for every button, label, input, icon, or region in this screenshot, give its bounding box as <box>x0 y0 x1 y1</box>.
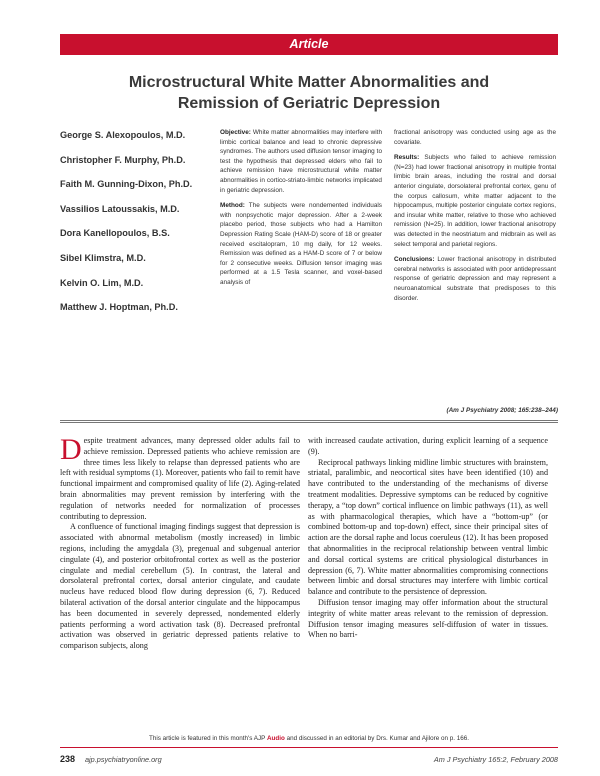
method-text: The subjects were nondemented individuals with nonpsychotic major depression. After a 2-week placebo period, those subjects who had a Hamilton Depression Rating Scale (HAM-D) score of 18 or greater received escitalopram, 10 mg daily, for 12 weeks. Remission was defined as a HAM-D score of 7 or below for 2 consecutive weeks. Diffusion tensor imaging was performed at a 1.5 Tesla scanner, and voxel-based analysis of <box>220 202 382 286</box>
footer-divider <box>60 747 558 748</box>
page-number: 238 <box>60 754 76 764</box>
body-paragraph <box>60 433 300 522</box>
author-list <box>60 123 220 320</box>
author: Faith M. Gunning-Dixon, Ph.D. <box>60 179 193 190</box>
body-column-2 <box>308 436 548 641</box>
method-label: Method: <box>220 202 245 210</box>
body-paragraph: Diffusion tensor imaging may offer information about the structural integrity of white matter areas relevant to the remission of depression. Diffusion tensor imaging measures self-diffusion of water in tissues. When no barri- <box>308 597 548 640</box>
body-text: espite treatment advances, many depressed older adults fail to achieve remission. Depressed patients who achieve remission are three times less likely to relapse than depressed patients who are left with residual symptoms (1). Moreover, patients who fail to remit have functional impairment and compromised quality of life (2). Aging-related brain abnormalities may prevent remission by interfering with the regulation of networks needed for normalization of processes contributing to depression. <box>60 436 300 521</box>
author: Matthew J. Hoptman, Ph.D. <box>60 302 178 313</box>
objective-label: Objective: <box>220 129 251 136</box>
conclusions-label: Conclusions: <box>394 256 435 264</box>
body-paragraph: A confluence of functional imaging findings suggest that depression is associated with abnormal metabolism (mostly increased) in limbic regions, including the amygdala (3), pregenual and subgenual anterior cingulate (4), and posterior orbitofrontal cortex as well as the posterior cingulate and medial cerebellum (5). In contrast, the lateral and dorsolateral prefrontal cortex, dorsal anterior cingulate, and caudate nucleus have reduced blood flow during depression (6, 7). Reduced bilateral activation of the dorsal anterior cingulate and the hippocampus has been documented in severely depressed, nondemented elderly patients performing a word activation task (8). Decreased prefrontal activation was observed in geriatric depressed patients relative to comparison subjects, along <box>60 522 300 651</box>
journal-citation: Am J Psychiatry 165:2, February 2008 <box>433 755 558 764</box>
method-continued: fractional anisotropy was conducted using age as the covariate. <box>394 129 556 146</box>
author: Vassilios Latoussakis, M.D. <box>60 203 180 214</box>
body-column-1 <box>60 433 300 652</box>
author: Kelvin O. Lim, M.D. <box>60 277 144 288</box>
divider <box>60 422 558 423</box>
results-label: Results: <box>394 154 420 162</box>
body-paragraph: Reciprocal pathways linking midline limbic structures with brainstem, striatal, paralimbic, and neocortical sites have been identified (10) and have contributed to the understanding of the mechanisms of diverse treatment modalities. Depressive symptoms can be reduced by cognitive therapy, a “top down” cortical influence on limbic pathways (11), as well as with pharmacological therapies, which have a “bottom-up” (or combined bottom-up and top-down) effect, since their principal sites of action are the dorsal raphe and locus coeruleus (12). It has been proposed that abnormalities in the reciprocal relationship between ventral limbic and dorsal cortical systems are critical physiological disturbances in depression (6, 7). White matter abnormalities compromising connections between limbic and dorsal structures may interfere with limbic cortical balance and contribute to the persistence of depression. <box>308 457 548 597</box>
divider <box>60 420 558 421</box>
abstract-method <box>220 201 382 287</box>
abstract-objective <box>220 128 382 195</box>
abstract-conclusions <box>394 255 556 303</box>
page-footer <box>60 754 558 766</box>
author: George S. Alexopoulos, M.D. <box>60 130 186 140</box>
title-line-2: Remission of Geriatric Depression <box>177 95 441 112</box>
author: Sibel Klimstra, M.D. <box>60 252 146 263</box>
abstract-results <box>394 153 556 249</box>
section-banner: Article <box>60 34 558 55</box>
feature-footnote <box>60 735 558 742</box>
abstract-column-1 <box>220 128 382 294</box>
citation: (Am J Psychiatry 2008; 165:238–244) <box>446 407 558 414</box>
drop-cap: D <box>60 433 82 466</box>
article-title <box>60 72 558 114</box>
author: Christopher F. Murphy, Ph.D. <box>60 154 186 165</box>
footnote-text-after: and discussed in an editorial by Drs. Kumar and Ajilore on p. 166. <box>284 735 469 742</box>
conclusions-text: Lower fractional anisotropy in distributed cerebral networks is associated with poor antidepressant response of geriatric depression and may represent a neuroanatomical substrate that predisposes to this disorder. <box>394 256 557 302</box>
results-text: Subjects who failed to achieve remission (N=23) had lower fractional anisotropy in multiple frontal limbic brain areas, including the rostral and dorsal anterior cingulate, dorsolateral prefrontal cortex, genu of the corpus callosum, white matter adjacent to the hippocampus, multiple posterior cingulate cortex regions, and insular white matter, relative to those who achieved remission (N=25). In addition, lower fractional anisotropy was detected in the neostriatum and midbrain as well as select temporal and parietal regions. <box>394 154 556 248</box>
audio-link[interactable]: Audio <box>267 735 285 742</box>
abstract-column-2 <box>394 128 556 309</box>
website-link[interactable]: ajp.psychiatryonline.org <box>85 755 162 764</box>
title-line-1: Microstructural White Matter Abnormalities and <box>128 74 490 91</box>
footnote-text-before: This article is featured in this month's AJP <box>149 735 267 742</box>
author: Dora Kanellopoulos, B.S. <box>60 228 170 239</box>
objective-text: White matter abnormalities may interfere with limbic cortical balance and lead to chronic depressive syndromes. The authors used diffusion tensor imaging to test the hypothesis that depressed elders who fail to achieve remission have microstructural white matter abnormalities in cortico-striato-limbic networks implicated in geriatric depression. <box>220 129 382 194</box>
abstract <box>218 128 558 398</box>
body-paragraph: with increased caudate activation, during explicit learning of a sequence (9). <box>308 436 548 456</box>
